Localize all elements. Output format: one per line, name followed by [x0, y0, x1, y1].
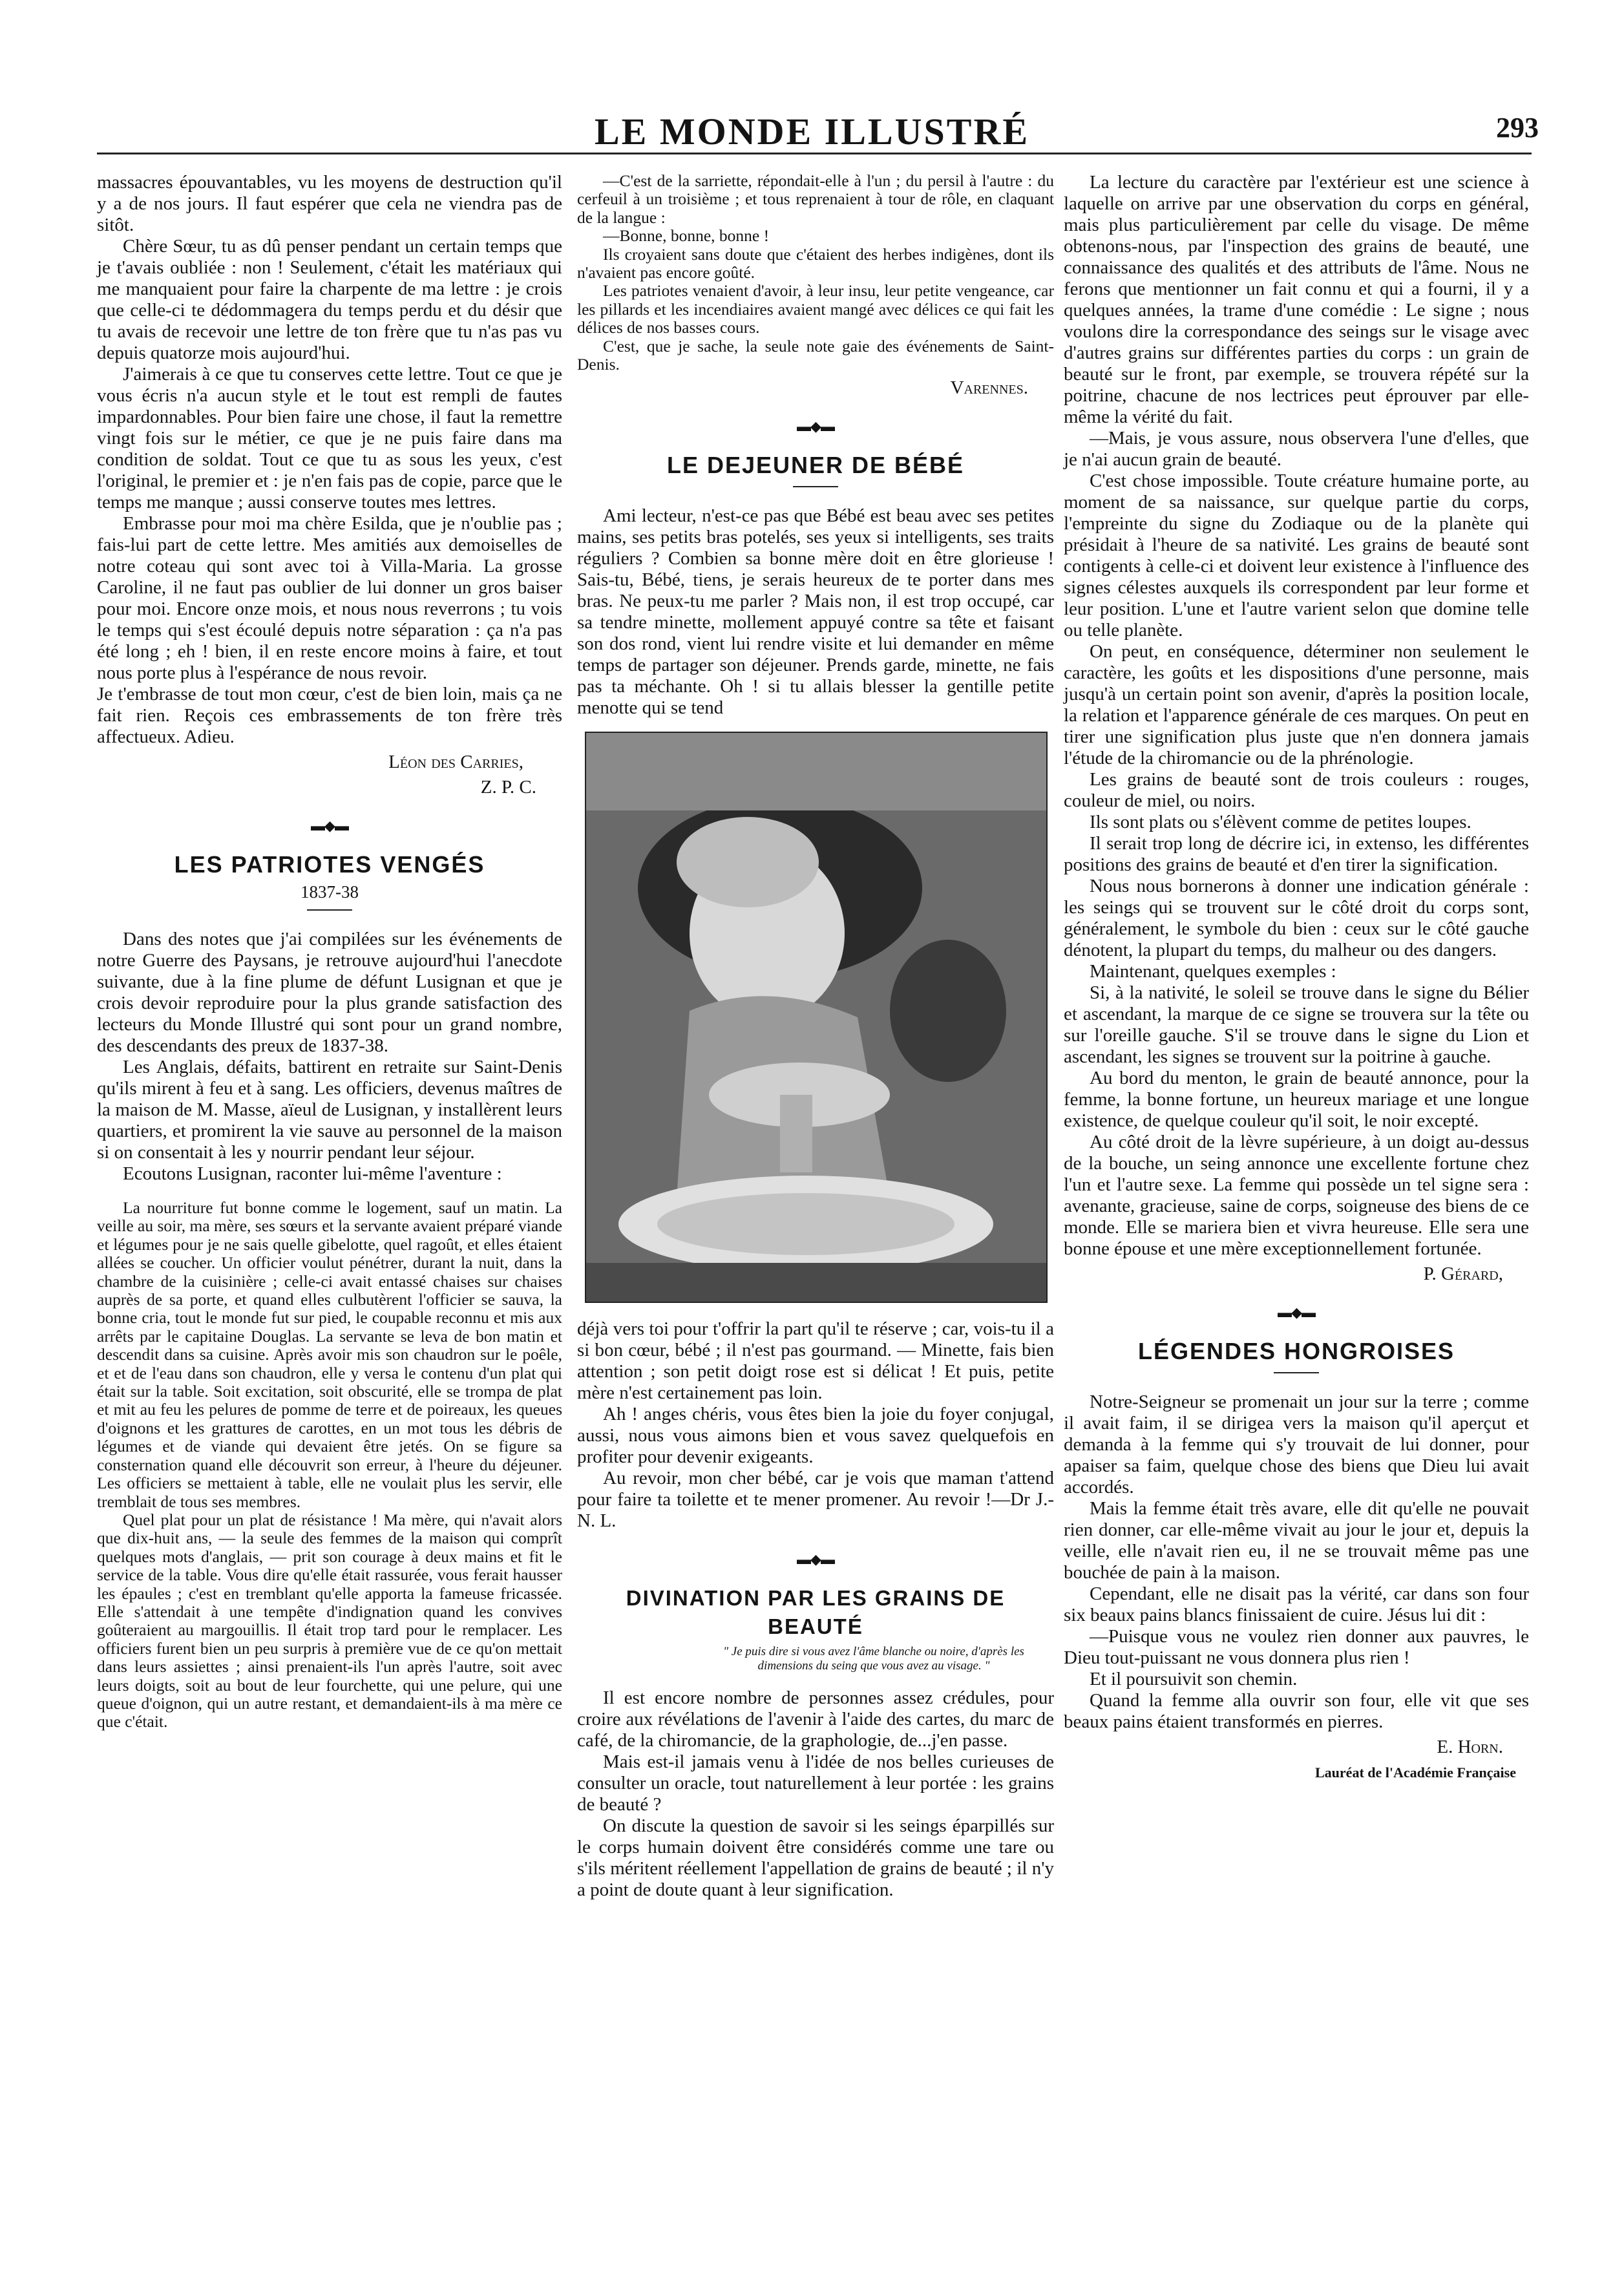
ornament-divider: ▬◆▬ — [311, 818, 348, 834]
paragraph: —Puisque vous ne voulez rien donner aux pauvres, le Dieu tout-puissant ne vous donnera plus rien ! — [1064, 1626, 1529, 1668]
signature: E. Horn. — [1437, 1737, 1503, 1757]
paragraph: On discute la question de savoir si les seings éparpillés sur le corps humain doivent être considérés comme une tare ou s'ils méritent réellement l'appellation de grains de beauté ; il n'y a point de doute quant à leur signification. — [577, 1815, 1054, 1901]
paragraph: Au revoir, mon cher bébé, car je vois que maman t'attend pour faire ta toilette et te mener promener. Au revoir !—Dr J.-N. L. — [577, 1468, 1054, 1532]
article-title: LES PATRIOTES VENGÉS — [174, 851, 485, 878]
signature-credential: Lauréat de l'Académie Française — [1315, 1764, 1516, 1781]
paragraph: La lecture du caractère par l'extérieur est une science à laquelle on arrive par une observation du corps en général, mais plus particulièrement par celle du visage. De même obtenons-nous, par l'inspection des grains de beauté, une connaissance des qualités et des attributs de l'âme. Nous ne ferons que mentionner un fait connu et qui a fourni, il y a quelques années, la trame d'une comédie : Le signe ; nous voulons dire la correspondance des seings sur le visage avec d'autres grains sur différentes parties du corps : un grain de beauté sur le front, par exemple, se trouvera répété sur la poitrine, chacune de nos lectrices peut éprouver par elle-même la vérité du fait. — [1064, 172, 1529, 427]
paragraph: déjà vers toi pour t'offrir la part qu'il te réserve ; car, vois-tu il a si bon cœur, bébé ; il n'est pas gourmand. — Minette, fais bien attention ; son petit doigt rose est si délicat ! Et puis, petite mère n'est certainement pas loin. — [577, 1318, 1054, 1404]
paragraph: C'est chose impossible. Toute créature humaine porte, au moment de sa naissance, sur quelque partie du corps, l'empreinte du signe du Zodiaque ou de la planète qui présidait à l'heure de sa nativité. Les grains de beauté sont contigents à celle-ci et doivent leur existence à l'influence des signes célestes auxquels ils correspondent par leur forme et leur position. L'une et l'autre varient selon que domine telle ou telle planète. — [1064, 471, 1529, 640]
column-2 — [577, 172, 1054, 1901]
title-rule — [1274, 1372, 1319, 1373]
epigraph: " Je puis dire si vous avez l'âme blanche ou noire, d'après les dimensions du seing que vous avez au visage. " — [723, 1645, 1024, 1673]
column-3 — [1064, 172, 1529, 1783]
paragraph: massacres épouvantables, vu les moyens de destruction qu'il y a de nos jours. Il faut espérer que cela ne viendra pas de sitôt. — [97, 172, 562, 235]
paragraph: Les Anglais, défaits, battirent en retraite sur Saint-Denis qu'ils mirent à feu et à sang. Les officiers, devenus maîtres de la maison de M. Masse, aïeul de Lusignan, y installèrent leurs quartiers, et promirent la vie sauve au personnel de la maison si on consentait à les y nourrir pendant leur séjour. — [97, 1057, 562, 1163]
article-subtitle: 1837-38 — [301, 882, 359, 902]
paragraph: J'aimerais à ce que tu conserves cette lettre. Tout ce que je vous écris n'a aucun style et le tout est rempli de fautes impardonnables. Pour bien faire une chose, il faut la remettre vingt fois sur le métier, ce que je ne puis faire dans ma condition de soldat. Tout ce que tu as sous les yeux, c'est l'original, le premier et : je n'en fais pas de copie, parce que le temps me manque ; aussi conserve toutes mes lettres. — [97, 364, 562, 513]
header-rule — [97, 153, 1532, 154]
paragraph: Nous nous bornerons à donner une indication générale : les seings qui se trouvent sur le côté droit du corps sont, généralement, le symbole du bien : ceux sur le côté gauche dénotent, la plupart du temps, du malheur ou des dangers. — [1064, 876, 1529, 960]
paragraph: —Bonne, bonne, bonne ! — [603, 226, 770, 246]
ornament-divider: ▬◆▬ — [797, 1551, 834, 1568]
paragraph: On peut, en conséquence, déterminer non seulement le caractère, les goûts et les dispositions d'une personne, mais jusqu'à un certain point son avenir, d'après la position locale, la relation et l'apparence générale de ces marques. On peut en tirer une signification plus juste que n'en donnera jamais l'étude de la chiromancie ou de la phrénologie. — [1064, 641, 1529, 768]
page-number: 293 — [1496, 112, 1539, 143]
article-title: LE DEJEUNER DE BÉBÉ — [666, 452, 965, 479]
paragraph: Mais la femme était très avare, elle dit qu'elle ne pouvait rien donner, car elle-même vivait au jour le jour et, depuis la veille, elle n'avait rien eu, il ne se trouvait même pas une bouchée de pain à la maison. — [1064, 1498, 1529, 1583]
paragraph: —Mais, je vous assure, nous observera l'une d'elles, que je n'ai aucun grain de beauté. — [1064, 428, 1529, 470]
baby-photo — [585, 732, 1048, 1303]
paragraph: Les patriotes venaient d'avoir, à leur insu, leur petite vengeance, car les pillards et les incendiaires avaient mangé avec délices ce qui fait les délices de nos basses cours. — [577, 281, 1054, 337]
paragraph: C'est, que je sache, la seule note gaie des événements de Saint-Denis. — [577, 336, 1054, 374]
paragraph: Ils sont plats ou s'élèvent comme de petites loupes. — [1090, 812, 1471, 832]
article-title: LÉGENDES HONGROISES — [1137, 1338, 1455, 1364]
paragraph: Ami lecteur, n'est-ce pas que Bébé est beau avec ses petites mains, ses petits bras potelés, ses yeux si intelligents, ses traits réguliers ? Combien sa bonne mère doit en être glorieuse ! Sais-tu, Bébé, tiens, je serais heureux de te porter dans mes bras. Ne peux-tu me parler ? Mais non, il est trop occupé, car sa tendre minette, mollement appuyé contre sa tête et faisant son dos rond, vient lui rendre visite et lui demander en même temps de partager son déjeuner. Prends garde, minette, ne fais pas ta méchante. Oh ! si tu allais blesser la gentille petite menotte qui se tend — [577, 505, 1054, 719]
title-rule — [793, 486, 838, 487]
paragraph: Et il poursuivit son chemin. — [1090, 1669, 1298, 1689]
paragraph: Notre-Seigneur se promenait un jour sur la terre ; comme il avait faim, il se dirigea vers la maison qu'il aperçut et demanda à la femme qui s'y trouvait de lui donner, pour apaiser sa faim, quelque chose des biens que Dieu lui avait accordés. — [1064, 1391, 1529, 1497]
paragraph: Au côté droit de la lèvre supérieure, à un doigt au-dessus de la bouche, un seing annonce une excellente fortune chez l'un et l'autre sexe. La femme qui possède un tel signe sera : avenante, gracieuse, saine de corps, soigneuse des biens de ce monde. Elle se mariera bien et vivra heureuse. Elle sera une bonne épouse et une mère exceptionnellement fortunée. — [1064, 1132, 1529, 1259]
paragraph: Quel plat pour un plat de résistance ! Ma mère, qui n'avait alors que dix-huit ans, — la seule des femmes de la maison qui comprît quelques mots d'anglais, — prit son courage à deux mains et fit le service de la table. Vous dire qu'elle était rassurée, vous ferait hausser les épaules ; c'est en tremblant qu'elle apporta la fameuse fricassée. Elle s'attendait à une tempête d'indignation quand les convives goûteraient au margouillis. Il était trop tard pour le remplacer. Les officiers furent bien un peu surpris à première vue de ce qu'on mettait dans leurs assiettes ; ainsi prenaient-ils l'un après l'autre, soit avec leurs doigts, soit au bout de leur fourchette, qui une pelure, qui une queue d'oignon, qui un autre restant, et demandaient-ils à ma mère ce que c'était. — [97, 1510, 562, 1731]
signature: P. Gérard, — [1423, 1264, 1503, 1284]
paragraph: Ecoutons Lusignan, raconter lui-même l'aventure : — [123, 1163, 502, 1184]
article-title: DIVINATION PAR LES GRAINS DE BEAUTÉ — [626, 1586, 1006, 1639]
paragraph: Les grains de beauté sont de trois couleurs : rouges, couleur de miel, ou noirs. — [1064, 769, 1529, 811]
title-rule — [307, 909, 352, 911]
column-1 — [97, 172, 562, 1731]
ornament-divider: ▬◆▬ — [1278, 1304, 1315, 1320]
paragraph: Ils croyaient sans doute que c'étaient des herbes indigènes, dont ils n'avaient pas encore goûté. — [577, 244, 1054, 282]
ornament-divider: ▬◆▬ — [797, 418, 834, 435]
paragraph: Si, à la nativité, le soleil se trouve dans le signe du Bélier et ascendant, la marque de ce signe se trouvera sur la tête ou sur l'oreille gauche. S'il se trouve dans le signe du Lion et ascendant, les signes se trouvent sur la poitrine à gauche. — [1064, 982, 1529, 1067]
paragraph: Chère Sœur, tu as dû penser pendant un certain temps que je t'avais oubliée : non ! Seulement, c'était les matériaux qui me manquaient pour faire la charpente de ma lettre : je crois que celle-ci te dédommagera du temps perdu et du désir que tu avais de recevoir une lettre de ton frère que tu n'as pas vu depuis quatorze mois aujourd'hui. — [97, 236, 562, 363]
paragraph: Embrasse pour moi ma chère Esilda, que je n'oublie pas ; fais-lui part de cette lettre. Mes amitiés aux demoiselles de notre coteau qui sont avec toi à Villa-Maria. La grosse Caroline, il ne faut pas oublier de lui donner un gros baiser pour moi. Encore onze mois, et nous nous reverrons ; tu vois le temps qui s'est écoulé depuis notre séparation : ça n'a pas été long ; eh ! bien, il en reste encore moins à faire, et tout nous porte plus à l'espérance de nous revoir. — [97, 513, 562, 683]
paragraph: Ah ! anges chéris, vous êtes bien la joie du foyer conjugal, aussi, nous vous aimons bien et vous savez quelquefois en profiter pour devenir exigeants. — [577, 1404, 1054, 1468]
signature: Léon des Carries, — [388, 752, 523, 772]
paragraph: Au bord du menton, le grain de beauté annonce, pour la femme, la bonne fortune, un heureux mariage et une longue existence, de quelque couleur qu'il soit, le noir excepté. — [1064, 1068, 1529, 1131]
signature: Varennes. — [950, 377, 1028, 399]
paragraph: Il est encore nombre de personnes assez crédules, pour croire aux révélations de l'avenir à l'aide des cartes, du marc de café, de la chiromancie, de la graphologie, de...j'en passe. — [577, 1687, 1054, 1751]
paragraph: La nourriture fut bonne comme le logement, sauf un matin. La veille au soir, ma mère, ses sœurs et la servante avaient préparé viande et légumes pour je ne sais quelle gibelotte, quel ragoût, et elles étaient allées se coucher. Un officier voulut pénétrer, durant la nuit, dans la chambre de la cuisinière ; celle-ci avait entassé chaises sur chaises auprès de sa porte, et quand elles culbutèrent l'officier se sauva, la bonne cria, tout le monde fut sur pied, le coupable reconnu et mis aux arrêts par le capitaine Douglas. La servante se leva de bon matin et descendit dans sa cuisine. Après avoir mis son chaudron sur le poêle, et et de l'eau dans son chaudron, elle y versa le contenu d'un plat qui était sur la table. Soit excitation, soit obscurité, elle se trompa de plat et mit au feu les pelures de pomme de terre et de poireaux, les queues d'oignons et les grattures de carottes, en un mot tous les débris de légumes et de viande qui devaient être jetés. On se figure sa consternation quand elle découvrit son erreur, à l'heure du déjeuner. Les officiers se mettaient à table, elle ne voulait plus les servir, elle tremblait de tous ses membres. — [97, 1198, 562, 1511]
paragraph: Cependant, elle ne disait pas la vérité, car dans son four six beaux pains blancs finissaient de cuire. Jésus lui dit : — [1064, 1583, 1529, 1625]
paragraph: Mais est-il jamais venu à l'idée de nos belles curieuses de consulter un oracle, tout naturellement à leur portée : les grains de beauté ? — [577, 1751, 1054, 1815]
paragraph: Dans des notes que j'ai compilées sur les événements de notre Guerre des Paysans, je retrouve aujourd'hui l'anecdote suivante, due à la fine plume de défunt Lusignan et que je crois devoir reproduire pour la plus grande satisfaction des lecteurs du Monde Illustré qui sont pour un grand nombre, des descendants des preux de 1837-38. — [97, 929, 562, 1056]
paragraph: Quand la femme alla ouvrir son four, elle vit que ses beaux pains étaient transformés en pierres. — [1064, 1690, 1529, 1732]
paragraph: Je t'embrasse de tout mon cœur, c'est de bien loin, mais ça ne fait rien. Reçois ces embrassements de ton frère très affectueux. Adieu. — [97, 684, 562, 747]
paragraph: Maintenant, quelques exemples : — [1090, 961, 1336, 982]
page-title: LE MONDE ILLUSTRÉ — [594, 111, 1030, 153]
signature-initials: Z. P. C. — [480, 777, 536, 798]
paragraph: —C'est de la sarriette, répondait-elle à l'un ; du persil à l'autre : du cerfeuil à un troisième ; et tous reprenaient à tour de rôle, en claquant de la langue : — [577, 171, 1054, 227]
paragraph: Il serait trop long de décrire ici, in extenso, les différentes positions des grains de beauté et d'en tirer la signification. — [1064, 833, 1529, 875]
